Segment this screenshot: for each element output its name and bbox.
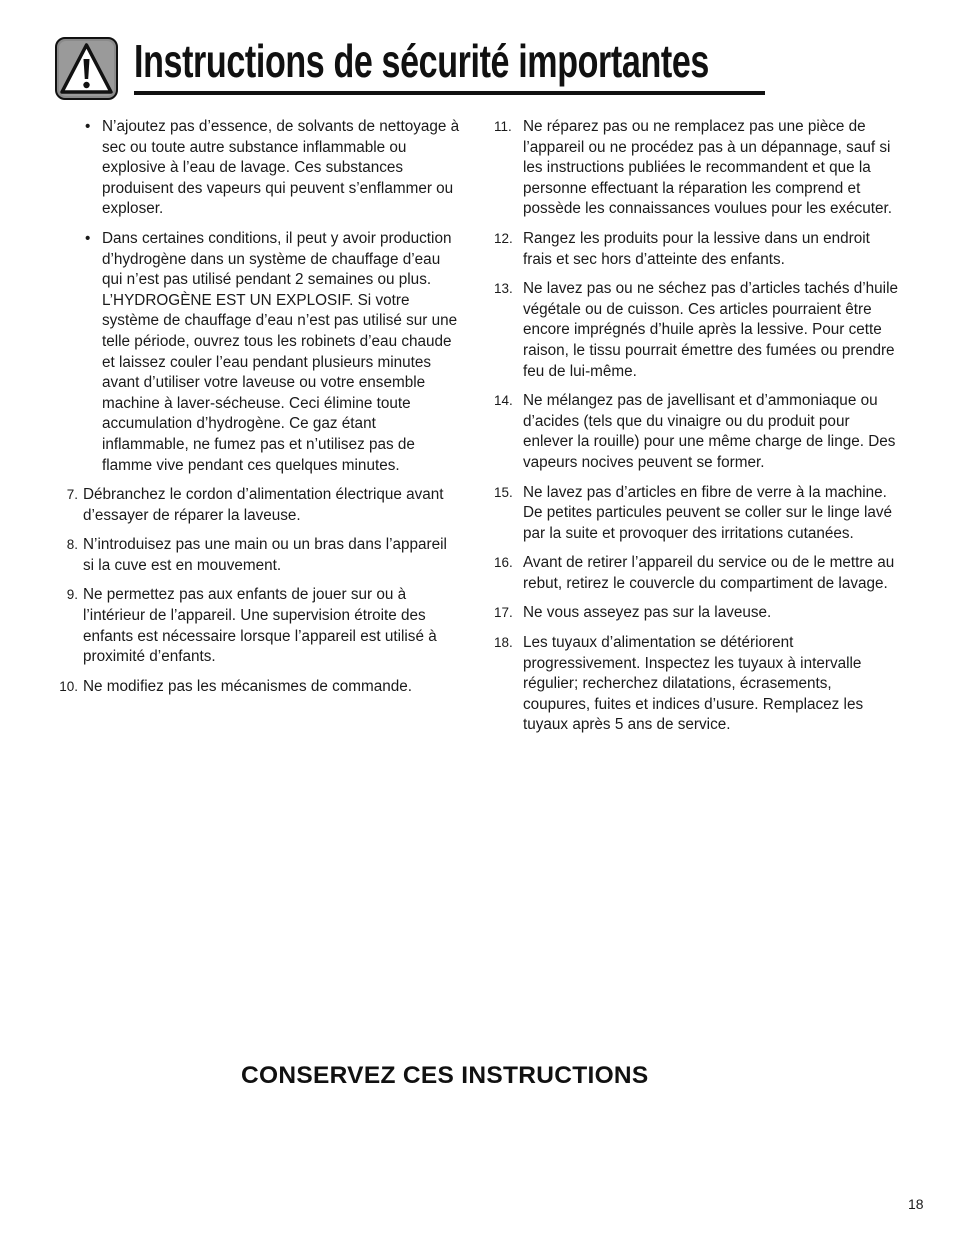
left-column [54,117,460,706]
item-number: 16. [494,555,513,571]
item-text: Ne réparez pas ou ne remplacez pas une pièce de l’appareil ou ne procédez pas à un dépannage, sauf si les instructions publiées le recommandent et que la personne effectuant la réparation les comprend et possède les connaissances voulues pour les exécuter. [523,118,893,218]
list-item [494,483,899,545]
page-title: Instructions de sécurité importantes [134,35,709,87]
item-number: 7. [66,487,78,503]
item-number: 18. [494,635,513,651]
item-number: 11. [494,119,512,134]
item-number: 12. [494,230,513,246]
item-text: Les tuyaux d’alimentation se détériorent progressivement. Inspectez les tuyaux à intervalle régulier; recherchez dilatations, écrasements, coupures, fuites et indices d’usure. Remplacez les tuyaux après 5 ans de service. [523,634,864,734]
warning-exclamation-icon [55,37,118,100]
list-item [494,633,899,736]
item-text: Ne vous asseyez pas sur la laveuse. [523,604,772,622]
item-number: 13. [494,281,513,297]
item-text: Ne lavez pas d’articles en fibre de verre à la machine. De petites particules peuvent se coller sur le linge lavé par la suite et provoquer des irritations cutanées. [523,483,893,542]
item-text: N’introduisez pas une main ou un bras dans l’appareil si la cuve est en mouvement. [83,536,447,574]
list-item [494,229,899,270]
list-item [494,603,899,624]
list-item [54,485,460,526]
item-number: 14. [494,393,513,409]
list-item [494,279,899,382]
list-item [494,117,899,220]
bullet-item [54,117,460,220]
list-item [494,391,899,473]
list-item [494,553,899,594]
right-column [494,117,899,745]
bullet-mark: • [85,229,91,247]
bullet-item [54,229,460,476]
item-number: 9. [66,587,78,603]
save-instructions-heading: CONSERVEZ CES INSTRUCTIONS [241,1062,649,1089]
item-text: Rangez les produits pour la lessive dans un endroit frais et sec hors d’atteinte des enfants. [523,229,870,268]
item-text: Ne mélangez pas de javellisant et d’ammoniaque ou d’acides (tels que du vinaigre ou du produit pour enlever la rouille) pour une même charge de linge. Des vapeurs nocives peuvent se former. [523,392,896,471]
list-item [54,677,460,698]
item-number: 8. [66,537,78,553]
item-text: Ne lavez pas ou ne séchez pas d’articles tachés d’huile végétale ou de cuisson. Ces articles pourraient être encore imprégnés d’huile après la lessive. Pour cette raison, le tissu pourrait émettre des fumées ou prendre feu de lui-même. [523,280,898,380]
item-text: Ne modifiez pas les mécanismes de commande. [83,677,413,695]
item-number: 15. [494,484,513,500]
page-number: 18 [908,1196,924,1212]
list-item [54,535,460,576]
item-text: Avant de retirer l’appareil du service ou de le mettre au rebut, retirez le couvercle du compartiment de lavage. [523,554,895,592]
bullet-text: N’ajoutez pas d’essence, de solvants de nettoyage à sec ou toute autre substance inflammable ou explosive à l’eau de lavage. Ces substances produisent des vapeurs qui peuvent s’enflammer ou exploser. [102,118,460,218]
bullet-text: Dans certaines conditions, il peut y avoir production d’hydrogène dans un système de chauffage d’eau qui n’est pas utilisé pendant 2 semaines ou plus. L’HYDROGÈNE EST UN EXPLOSIF. Si votre système de chauffage d’eau n’est pas utilisé sur une telle période, ouvrez tous les robinets d’eau chaude et laissez couler l’eau pendant plusieurs minutes avant d’utiliser votre laveuse ou votre ensemble machine à laver-sécheuse. Ceci élimine toute accumulation d’hydrogène. Ce gaz étant inflammable, ne fumez pas et n’utilisez pas de flamme vive pendant ces quelques minutes. [102,229,458,474]
bullet-mark: • [85,118,91,135]
item-number: 10. [59,678,78,694]
item-text: Débranchez le cordon d’alimentation électrique avant d’essayer de réparer la laveuse. [83,486,444,524]
title-underline [134,91,765,95]
list-item [54,585,460,667]
item-number: 17. [494,605,513,621]
item-text: Ne permettez pas aux enfants de jouer sur ou à l’intérieur de l’appareil. Une supervision étroite des enfants est nécessaire lorsque l’appareil est utilisé à proximité d’enfants. [83,586,437,666]
